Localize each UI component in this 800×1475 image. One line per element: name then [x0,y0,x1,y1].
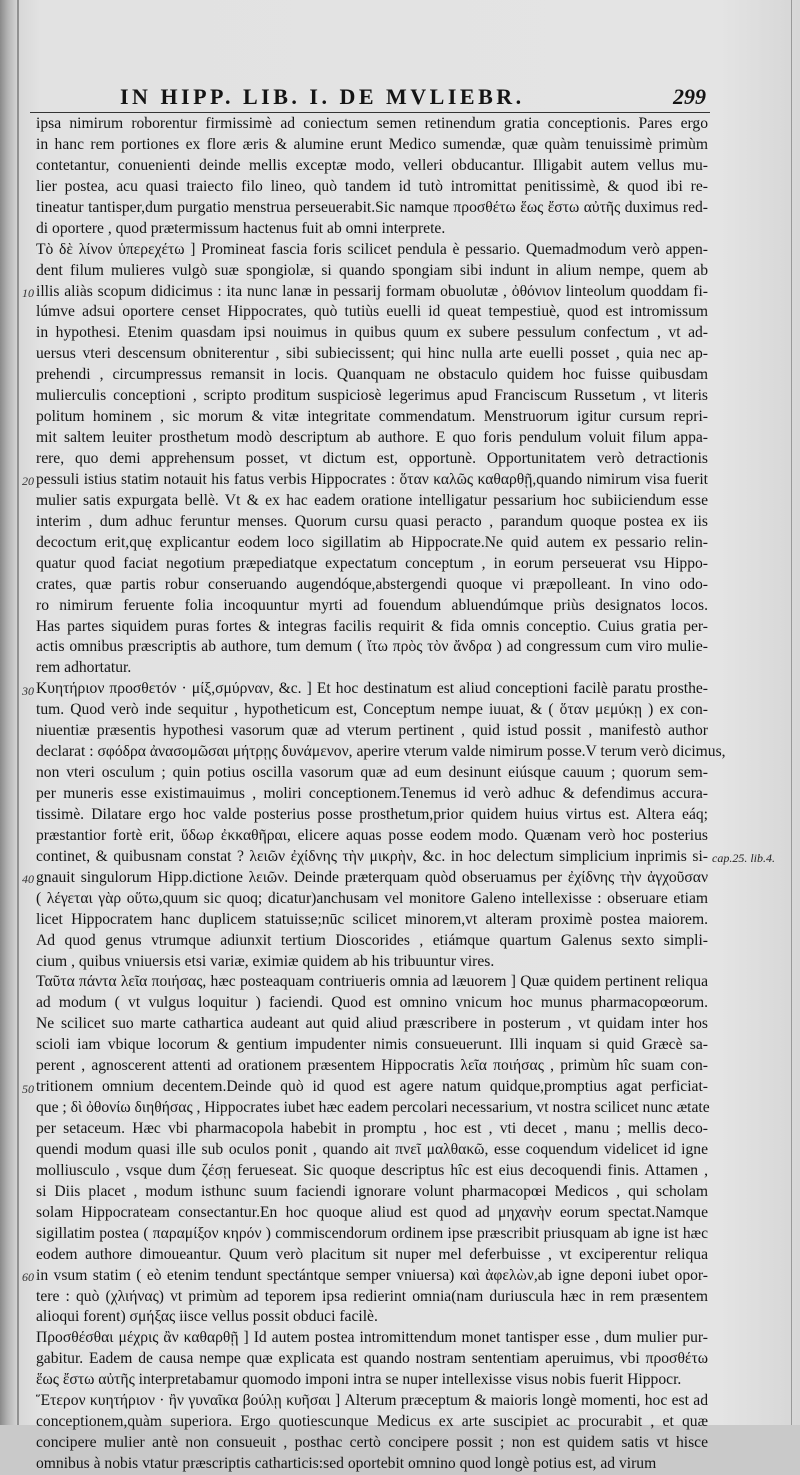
text-line: si Diis placet , modum isthunc suum faciendi ignorare volunt pharmacopœi Medicos , qui scholam [36,1182,708,1200]
text-line: gnauit singulorum Hipp.dictione λειῶν. Deinde præterquam quòd obseruamus per ἐχίδνης τὴν ἀγχοῦσαν [36,868,708,886]
text-line: ipsa nimirum roborentur firmissimè ad coniectum semen retinendum gratia conceptionis. Pares ergo [36,115,708,132]
text-line: per muneris esse existimauimus , moliri conceptionem.Tenemus id verò adhuc & defendimus accura- [36,785,708,802]
text-line: crates, quæ partis robur conseruando augendóque,abstergendi quoque vi præpolleant. In vino odo- [36,575,708,593]
text-line: præstantior fortè erit, ὕδωρ ἐκκαθῆραι, elicere aquas posse eodem modo. Quænam verò hoc posterius [36,826,708,844]
text-line: per setaceum. Hæc vbi pharmacopola habebit in promptu , hoc est , vti decet , manu ; mellis deco- [36,1120,708,1137]
text-line: declarat : σφόδρα ἀνασομῶσαι μήτρῃς δυνάμενον, aperire vterum valde nimirum posse.V terum verò dicimus, [36,743,726,761]
text-line: rere, quo demi apprehensum posset, vt dictum est, opportunè. Opportunitatem verò detractionis [36,450,708,467]
text-line: prehendi , circumpressus remansit in locis. Quanquam ne obstaculo quidem hoc fuisse quibusdam [36,366,708,384]
text-line: ro nimirum feruente folia incoquuntur myrti ad fouendum abluendúmque priùs designatos locos. [36,596,708,614]
text-line: molliusculo , vsque dum ζέσῃ ferueseat. Sic quoque descriptus hîc est eius decoquendi finis. Attamen , [36,1161,708,1179]
text-line: politum hominem , sic morum & vitæ integritate commendatum. Menstruorum igitur cursum repri- [36,408,708,426]
page-edge [791,0,792,1425]
line-number: 50 [22,1081,34,1096]
text-line: perent , agnoscerent attenti ad orationem præsentem Hippocratis λεῖα ποιήσας , primùm hîc suam con- [36,1057,708,1075]
text-line: Προσθέσθαι μέχρις ἂν καθαρθῇ ] Id autem postea intromittendum monet tantisper esse , dum mulier pur- [36,1329,708,1347]
text-line: licet Hippocratem hanc duplicem statuisse;nūc scilicet minorem,vt alteram proximè postea maiorem. [36,910,708,928]
text-line: contetantur, conuenienti deinde mellis exceptæ modo, velleri obducantur. Illigabit autem vellus mu- [36,156,708,174]
text-line: alioqui forent) σμήξας iisce vellus possit obduci facilè. [36,1308,378,1326]
text-line: gabitur. Eadem de causa nempe quæ explicata est quando nostram sententiam aperuimus, vbi προσθέτω [36,1350,708,1368]
text-line: in vsum statim ( eò etenim tendunt spectántque semper vniuersa) καὶ ἀφελὼν,ab igne deponi iubet opor- [36,1266,708,1284]
text-line: tissimè. Dilatare ergo hoc valde posterius posse prosthetum,prior quidem huius virtus est. Altera eáq; [36,805,708,823]
text-line: in hypothesi. Etenim quasdam ipsi nouimus in quibus quum ex subere pessulum confectum , vt ad- [36,324,708,342]
text-line: omnibus à nobis vtatur præscriptis catharticis:sed oportebit omnino quod longè potius est, ad virum [36,1455,657,1472]
text-line: sigillatim postea ( παραμίξον κηρόν ) commiscendorum ordinem ipse præscribit priusquam ab igne ist hæc [36,1224,708,1242]
text-line: que ; δὶ ὀθονίω διηθήσας , Hippocrates iubet hæc eadem percolari necessarium, vt nostra scilicet nunc ætate [36,1099,710,1117]
body-text [36,114,726,1475]
marginal-note: cap.25. lib.4. [712,851,775,866]
text-line: non vteri osculum ; quin potius oscilla vasorum quæ ad eum desinunt eiúsque cauum ; quorum sem- [36,764,708,782]
line-number: 60 [22,1270,34,1285]
line-number: 30 [22,683,34,698]
text-line: dent filum mulieres vulgò suæ spongiolæ, si quando spongiam sibi indunt in alium nempe, quem ab [36,261,708,279]
text-line: Has partes siquidem puras fortes & integras facilis requirit & fida omnis conceptio. Cuius gratia per- [36,617,708,635]
line-number: 40 [22,872,34,887]
text-line: pessuli istius statim notauit his fatus verbis Hippocrates : ὅταν καλῶς καθαρθῇ,quando nimirum visa fuerit [36,470,708,488]
text-line: scioli iam vbique locorum & gentium impudenter nimis consueuerunt. Illi inquam si quid Græcè sa- [36,1036,708,1054]
page-number: 299 [673,84,706,109]
text-line: Κυητήριον προσθετόν · μίξ,σμύρναν, &c. ] Et hoc destinatum est aliud conceptioni facilè paratu prosthe- [36,680,708,698]
line-number: 20 [22,474,34,489]
text-line: rem adhortatur. [36,659,132,677]
text-line: Τὸ δὲ λίνον ὑπερεχέτω ] Promineat fascia foris scilicet pendula è pessario. Quemadmodum verò appen- [36,240,708,258]
text-line: continet, & quibusnam constat ? λειῶν ἐχίδνης τὴν μικρὴν, &c. in hoc delectum simplicium inprimis si- [36,847,708,865]
text-line: tere : quò (χλιήνας) vt primùm ad teporem ipsa redierint omnia(nam duriuscula hæc in rem præsentem [36,1287,708,1305]
text-line: mulierculis conceptioni , scripto proditum suspiciosè legerimus apud Franciscum Russetum , vt literis [36,387,708,405]
text-line: illis aliàs scopum didicimus : ita nunc lanæ in pessarij formam obuolutæ , ὀθόνιον linteolum quoddam fi- [36,282,708,300]
text-line: eodem authore dimoueantur. Quum verò placitum sit nuper mel deferbuisse , vt exciperentur reliqua [36,1245,708,1263]
text-line: Ad quod genus vtrumque adiunxit tertium Dioscorides , etiámque quartum Galenus sexto simpli- [36,931,708,949]
running-head: IN HIPP. LIB. I. DE MVLIEBR. [120,84,525,109]
text-line: niuentiæ præsentis hypothesi vasorum quæ ad vterum pertinent , quid istud possit , manifestò author [36,722,708,740]
text-line: mulier satis expurgata bellè. Vt & ex hac eadem oratione intelligatur pessarium hoc subiiciendum esse [36,491,708,509]
text-line: ( λέγεται γὰρ οὕτω,quum sic quoq; dicatur)anchusam vel monitore Galeno intellexisse : obseruare etiam [36,889,708,907]
text-line: in hanc rem portiones ex flore æris & alumine erunt Medico sumendæ, quæ quàm tenuissimè primùm [36,135,708,153]
text-line: actis omnibus præscriptis ab authore, tum demum ( ἴτω πρὸς τὸν ἄνδρα ) ad congressum cum viro mulie- [36,638,708,656]
text-line: quatur quod faciat negotium præpediatque expectatum conceptum , in eorum perseuerat vsu Hippo- [36,554,708,572]
text-line: Ταῦτα πάντα λεῖα ποιήσας, hæc posteaquam contriueris omnia ad læuorem ] Quæ quidem pertinent reliqua [36,973,708,991]
text-line: lier postea, acu quasi traiecto filo lineo, quò tandem id tutò intromittat penitissimè, & quod ibi re- [36,177,708,195]
text-line: Ἕτερον κυητήριον · ἢν γυναῖκα βούλῃ κυῆσαι ] Alterum præceptum & maioris longè momenti, hoc est ad [36,1392,708,1410]
text-line: uersus vteri descensum obniterentur , sibi subiecissent; qui hinc nulla arte euelli posset , quia nec ap- [36,345,708,363]
text-line: cium , quibus vniuersis etsi variæ, eximiæ quidem ab his tribuuntur vires. [36,952,495,970]
text-line: tritionem omnium decentem.Deinde quò id quod est agere natum quidque,promptius agat perficiat- [36,1078,708,1096]
text-line: tineatur tantisper,dum purgatio menstrua perseuerabit.Sic namque προσθέτω ἕως ἔστω αὐτῆς duximus red- [36,198,708,216]
text-line: ἕως ἔστω αὐτῆς interpretabamur quomodo imponi intra se nuper intellexisse visus nobis fuerit Hippocr. [36,1371,682,1389]
binding-gutter [17,0,19,1425]
text-line: conceptionem,quàm superiora. Ergo quotiescunque Medicus ex arte suscipiet ac procurabit , et quæ [36,1413,708,1431]
line-number: 10 [22,285,34,300]
text-line: interim , dum adhuc feruntur menses. Quorum cursu quasi peracto , parandum quoque postea ex iis [36,512,708,530]
text-line: concipere mulier antè non consueuit , posthac certò concipere possit ; non est quidem satis vt hisce [36,1434,708,1452]
page-header [120,84,710,110]
text-line: lúmve adsui oportere censet Hippocrates, quò tutiùs euelli id queat tempestiuè, quod est intromissum [36,303,708,321]
text-line: mit saltem leuiter prosthetum modò descriptum ab authore. E quo foris pendulum voluit filum appa- [36,429,708,447]
text-line: quendi modum quasi ille sub oculos ponit , quando ait πνεῖ μαλθακῶ, esse coquendum videlicet id igne [36,1140,708,1158]
text-line: ad modum ( vt vulgus loquitur ) faciendi. Quod est omnino vnicum hoc munus pharmacopœorum. [36,994,708,1012]
text-line: tum. Quod verò inde sequitur , hypotheticum est, Conceptum nempe iuuat, & ( ὅταν μεμύκῃ ) ex con- [36,701,708,719]
text-line: di oportere , quod prætermissum hactenus fuit ab omni interprete. [36,219,446,237]
text-line: decoctum erit,quę explicantur eodem loco sigillatim ab Hippocrate.Ne quid autem ex pessario relin- [36,533,708,551]
header-rule [30,112,710,113]
text-line: solam Hippocrateam consectantur.En hoc quoque aliud est quod ad μηχανὴν eorum spectat.Namque [36,1203,708,1221]
text-line: Ne scilicet suo marte cathartica audeant aut quid aliud præscribere in posterum , vt quidam inter hos [36,1015,708,1033]
